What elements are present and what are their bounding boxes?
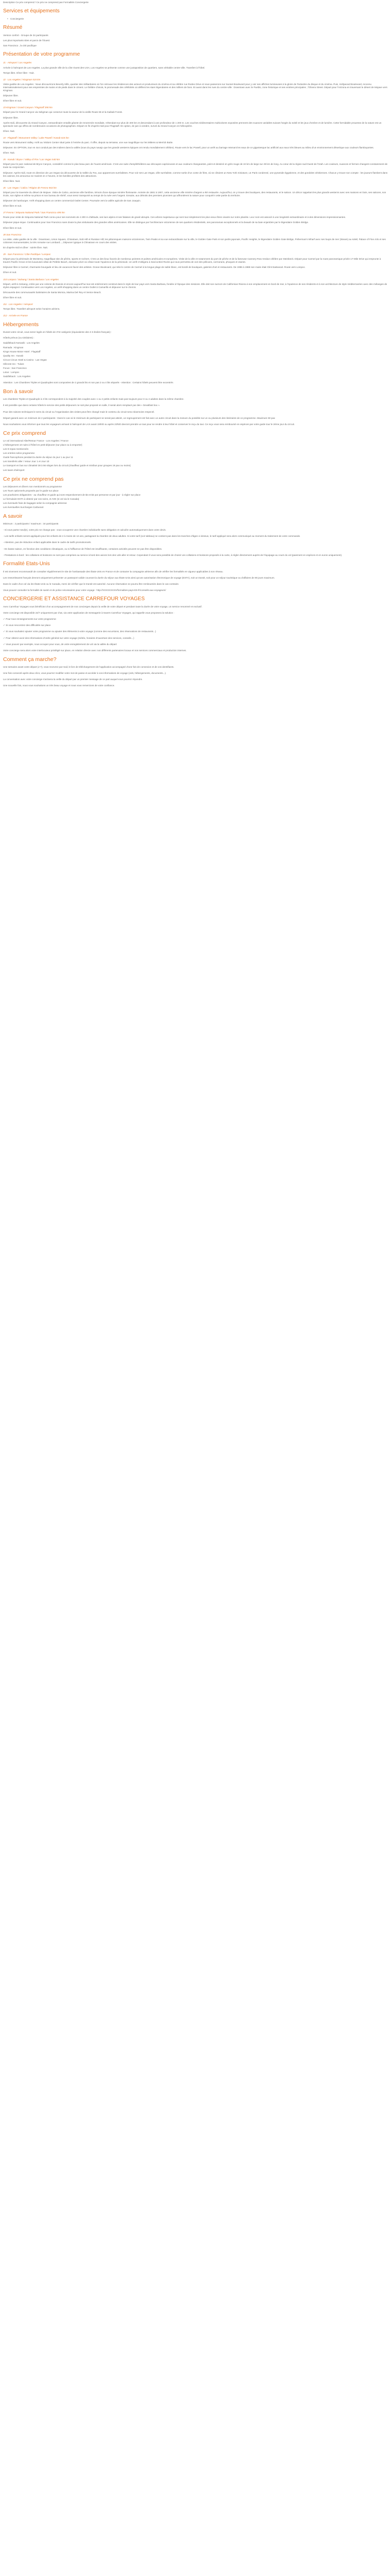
day-paragraph: En d'après-midi et dîner : soirée libre. Nuit. [3, 246, 48, 249]
day-heading: J2 - Los Angeles / Kingman 515 km [3, 78, 41, 81]
day-paragraph: Route vers Monument Valley. Arrêt au Visitors Center situé juste à l'entrée du parc. Il offre, depuis sa terrasse, une vue magnifique sur les Mittens & Merrick Butte. [3, 141, 173, 144]
day-paragraph: Arrivée à l'aéroport de Los Angeles. La plus grande ville de la côte Ouest des USA, Los Angeles se présente comme une juxtaposition de quartiers, sans véritable centre-ville. Transfert à l'hôtel. [3, 66, 205, 69]
day-paragraph: Dîner libre. Nuit. [3, 179, 21, 182]
day-heading: J11 - Los Angeles / Aéroport [3, 302, 33, 306]
programme-title: Présentation de votre programme [3, 52, 80, 58]
day-paragraph: Déjeuner. En OPTION, tour en 4x4 conduit par des Indiens dans la vallée (sous du pays navajo que les grands westerns épiques ont rendu mondialement célèbre). Route vers le lac Powell, pour un arrêt au barrage retenant les eaux de ce gigantesque lac artificiel aux eaux très bleues au milieu d'un environnement désertique aux couleurs flamboyantes. [3, 146, 374, 149]
prix-ne-comprend-item: Les Tours optionnels proposés par le guide sur place [3, 489, 59, 492]
comment-paragraph: Une nouvelle fois, nous vous souhaitons un très beau voyage et nous vous remercions de votre confiance. [3, 684, 115, 687]
conciergerie-paragraph: ✓ Si vous rencontrez des difficultés sur place [3, 624, 51, 627]
resume-title: Résumé [3, 25, 23, 31]
a-savoir-paragraph: - Si vous partez seul(e), votre prix ne change pas : vous occuperez une chambre individuelle sans obligation et calculée automatiquement dans votre devis. [3, 529, 167, 532]
day-heading: J7 Fresno / Séquoïa National Park / San Francisco 495 km [3, 211, 65, 214]
day-paragraph: Dîner libre et nuit. [3, 205, 22, 208]
bon-a-savoir-paragraph: Pour des raisons techniques le sens du circuit ou l'organisation des visites peut être changé mais le contenu du circuit sera néanmoins respecté. [3, 410, 155, 413]
day-paragraph: Dîner libre et nuit. [3, 99, 22, 103]
day-heading: J5 - Kanab / Bryce / Valley of Fire / Las Vegas 540 km [3, 158, 60, 161]
day-heading: J12 - Arrivée en France [3, 314, 28, 317]
day-paragraph: Départ pour le parc national de Bryce Canyon, considéré comme le plus beau parc de l'ouest américain. C'est une suite d'amphithéâtres aux découpes capricieuses et aux couleurs changeantes, peint et dessiné en grès rouge de 24 km de large sur 49 km de long. Au cœur de la région sud-Ouest de l'Utah. Les couleurs, nuances et formes changent constamment de toute sa conjonction. [3, 163, 388, 169]
hotels-list [3, 342, 388, 378]
a-savoir-paragraph: - En basse saison, en fonction des conditions climatiques, ou si l'affluence de l'hôtel est insuffisante, certaines activités peuvent ne pas être disponibles. [3, 547, 162, 550]
hebergements-note: Attention : Les Chambres Triples et Quadruples sont composées de 2 grands lits et non pas 3 ou 4 lits séparés - Attention : Certains hôtels peuvent être excentrés [3, 381, 173, 384]
services-title: Services et équipements [3, 8, 60, 14]
hebergements-intro: Durant votre circuit, vous serez logés en hôtels de 3*et catégorie (équivalente des 2-3 étoiles français) : [3, 331, 112, 334]
prix-comprend-title: Ce prix comprend [3, 430, 46, 436]
prix-ne-comprend-item: Les pourboires obligatoires - au chauffeur et guide qui sont respectivement de $4 et $4 par personne et par jour - à régler sur place [3, 493, 141, 496]
resume-line: Version confort - Groupe de 34 participants [3, 34, 48, 37]
day-paragraph: Dîner. Nuit. [3, 129, 15, 132]
day-paragraph: Déjeuner libre. [3, 116, 19, 119]
day-heading: J3 Kingman / Grand Canyon / Flagstaff 390 km [3, 106, 53, 109]
day-paragraph: Visite guidée de Los Angeles : Nous découvrirons Beverly Hills, quartier des milliardaires où l'on retrouve les résidences des acteurs et producteurs du cinéma et sa célèbre rue Rodeo Drive et nous passerons sur Sunset Boulevard pour y voir ses affiches lumineuses à la gloire de l'industrie du disque et du cinéma. Puis, Hollywood Boulevard, reconnu internationalement pour ses empreintes de mains et de pieds dans le ciment. Le théâtre chinois, le promenade des célébrités où défilent les stars légendaires et des milliers de fans. Et aussi dans les rues du centre-ville : Downtown avec le Pueblo, zone historique et ses entrées principales ; l'Olvera Street. Départ pour l'Arizona en traversant le désert de Mojave vers Kingman. [3, 82, 387, 92]
services-item-label: Conciergerie [10, 18, 24, 21]
day-paragraph: Temps libre. Dîner libre - Nuit. [3, 71, 35, 74]
bullet-icon: • [7, 18, 8, 21]
day-paragraph: La visite, visite guidée de la ville : Downtown, Union Square, Chinatown, Nob Hill et Russian Hill, les pittoresques maisons victoriennes, Twin Peaks et sa vue extraordinaire sur la ville, le Golden Gate Park et son jardin japonais, Pacific Heights, le légendaire Golden Gate Bridge, Fisherman's Wharf avec ses loups de mer (Steam) au soleil, Palace of Fine Arts et ses colonnes monumentales, la très romaine rue Lombard..., Déjeuner typique à Chinatown en cours des visites. [3, 238, 386, 244]
formalites-title: Formalité Etats-Unis [3, 561, 50, 567]
a-savoir-paragraph: - Prestations à bord : les collations et boissons ne sont pas comprises au service à bord des avions lors des vols aller et retour. Cependant il vous sera possible de choisir vos collations et boissons proposés à la carte, à régler directement auprès de l'équipage au cours du vol (paiement en espèces et en euros uniquement). [3, 553, 343, 556]
bon-a-savoir-paragraph: Départ garanti avec un minimum de 2 participants : Dans le cas où le minimum de participant ne serait pas atteint, un regroupement est fait avec un autre circuit dans la mesure du possible sur un ou plusieurs des itinéraires de ce programme. Maximum 50 pax [3, 416, 275, 419]
a-savoir-paragraph: - Attention, pas de réduction enfant applicable dans le cadre de tarifs promotionnels. [3, 541, 92, 544]
comment-paragraph: Une semaine avant votre départ (J-7), vous recevrez par mail, le lien de téléchargement de l'application accompagné d'une fois de connexion et de vos identifiants. [3, 665, 174, 668]
day-paragraph: Route pour visite de Séquoïa National Park connu pour ses sommets de 4 200 m d'altitude, ses lacs alpins et ses falaises de granit abrupts. Ces arbres majestueux qui sont tout simplement les plus vieux êtres vivants sur notre planète. Leur nom est associé à une longévité extraordinaire et à des dimensions impressionnantes. [3, 216, 346, 219]
day-paragraph: Découverte des communautés balnéaires de Santa Monica, Marina Del Rey et Venice Beach. [3, 291, 102, 294]
conciergerie-paragraph: ✓ Pour tous renseignements sur votre programme [3, 618, 56, 621]
resume-line: San Francisco , la cité pacifique [3, 44, 37, 47]
prix-ne-comprend-title: Ce prix ne comprend pas [3, 476, 64, 482]
prix-comprend-item: L'hébergement 10 nuits à l'hôtel en petit-déjeuner (sur place ou à emporter) [3, 443, 83, 446]
day-paragraph: Dîner libre et nuit. [3, 296, 22, 299]
hotel-item: Hillcrest Inn : Tulare [3, 362, 24, 365]
conciergerie-paragraph: Votre concierge sera alors votre interlocuteur privilégié sur place, en relation directe avec nos différents partenaires locaux et nos services commerciaux et production internes. [3, 649, 187, 652]
conciergerie-paragraph: ✓ Si vous souhaitez ajouter votre programme ou ajouter des éléments à votre voyage (comme des excursions, des réservations de restaurants...) [3, 630, 156, 633]
hotel-item: Focus : San Francisco [3, 367, 27, 369]
bon-a-savoir-body [3, 398, 388, 426]
day-paragraph: Après-midi, découverte du Grand Canyon, extraordinaire entaille géante de renommée mondiale, s'étendant sur plus de 400 km et descendant à une profondeur de 1 200 m. Les couches sédimentaires multicolores exposées prennent des nuances variables suivant l'angle du soleil et les jeux d'ombre et de lumière. Cette formidable prouesse de la nature est un spectacle rare qui offrira de nombreuses occasions de photographies. Départ en fin d'après-midi pour Flagstaff. En option, de juin à octobre, survol du Grand Canyon en hélicoptère. [3, 121, 382, 127]
hotel-item: Saddleback Norwalk : Los Angeles [3, 342, 40, 345]
hotels-label: Hôtels prévus (ou similaires) : [3, 336, 35, 340]
prix-comprend-item: Les entrées selon programme [3, 452, 35, 455]
comment-paragraph: La conversation avec votre concierge s'activera la veille du départ par un premier message de ce part auquel vous pourrez répondre. [3, 678, 143, 681]
formalites-paragraph: Vous pouvez consulter la formalité de santé et de police nécessaires pour votre voyage : http://XXXXXXXXX/formalites-pays-ES-fr/conseils-aux-voyageurs/ [3, 589, 166, 591]
conciergerie-paragraph: Votre concierge est disponible 24/7 uniquement par chat, via votre application de messagerie à travers Carrefour Voyages, qui rappelle vous proposera la solution : [3, 612, 174, 615]
hotel-item: Ramada : Kingman [3, 346, 24, 349]
prix-ne-comprend-item: Les éventuelles Surcharges Carburant [3, 506, 44, 509]
prix-ne-comprend-item: Le formulaire ESTA à obtenir par vos soins, et AVE (si vol via le Canada) [3, 497, 79, 500]
hotel-item: Quality Inn : Kanab [3, 354, 24, 357]
conciergerie-title: CONCIERGERIE ET ASSISTANCE CARREFOUR VOYAGES [3, 596, 145, 602]
hotel-item: Circus Circus Hotel & Casino : Las Vegas [3, 358, 47, 361]
conciergerie-paragraph: ✓ Vous pouvez par exemple, nous occuper pour vous, de votre enregistrement de vol via la vallée du départ [3, 642, 117, 646]
day-paragraph: Déjeuner libre. [3, 94, 19, 97]
day-paragraph: Dîner. Nuit. [3, 151, 15, 155]
comment-title: Comment ça marche? [3, 656, 57, 663]
day-paragraph: Déjeuner pique-nique. Continuation pour San Francisco sans doute la plus séduisante des grandes villes américaines. Elle se distingue par l'architecture victorienne de ses quartiers résidentiels, ses panoramas exceptionnels et la beauté de sa baie enjambée par le légendaire Golden Bridge. [3, 221, 309, 224]
bon-a-savoir-title: Bon à savoir [3, 388, 34, 395]
formalites-paragraph: Dans le cadre d'un vol via les États-Unis ou le Canada, merci de vérifier que le transit est autorisé. Aucune réservation ne pourra être remboursée dans le cas contraire. [3, 582, 180, 585]
day-paragraph: Déjeuner libre à Carmel, charmante bourgade et lieu de vacances favori des artistes. Ocean Boulevard, qui relie le centre de Carmel à la longue plage de sable blanc, est bordé de boutiques, galeries d'art et restaurants. De 1986 à 1988 son maire était Clint Eastwood. Route vers Lompoc. [3, 266, 306, 269]
formalites-body [3, 570, 388, 592]
resume-line: Les plus importants sites et parcs de l'Ouest [3, 39, 50, 42]
prix-ne-comprend-list [3, 485, 388, 510]
top-tabs-line: Description Ce prix comprend / Ce prix ne comprend pas Formalités Conciergerie [3, 1, 89, 4]
prix-comprend-list [3, 439, 388, 472]
prix-ne-comprend-item: Les Déjeuners et dîners non mentionnés au programme [3, 485, 62, 488]
hotel-item: Kings House Motor Hotel : Flagstaff [3, 350, 41, 353]
prix-comprend-item: Les transferts aller / retour Jour 1 et Jour 10 [3, 460, 50, 463]
bon-a-savoir-paragraph: Nous souhaitons vous informer que tous les voyageurs arrivant à l'aéroport de LAX avant 15h00 ou après 22h00 devront prendre un taxi pour se rendre à leur hôtel et conserver le reçu du taxi. Ce reçu vous sera remboursé en espèces par votre guide tour le 2ème jour du circuit. [3, 422, 295, 426]
day-paragraph: Déjeuner. Après-midi, route en direction de Las Vegas via découverte de la Vallée du Feu, aux apparences surréalistes. Pour voir ses Las Vegas, ville surréaliste, comme sortie d'un conte de fées, où se côtoient un New York miniature, un Paris condensé, une pyramide égyptienne, et des gondoles vénitiennes. Chacun y trouve son compte : les joueurs flambent dans les casinos, les amoureux se marient en 2 heures, et les familles profitent des attractions. [3, 171, 388, 177]
conciergerie-paragraph: Avec Carrefour Voyages vous bénéficiez d'un accompagnement de nos concierges depuis la veille de votre départ et pendant toute la durée de votre voyage, un service renommé et exclusif. [3, 605, 202, 608]
day-heading: J1 - Aéroport / Los Angeles [3, 61, 32, 64]
day-heading: J4 - Flagstaff / Monument Valley / Lake Powell / Kanab 615 km [3, 136, 69, 139]
day-heading: J6 - Las Vegas / Calico / Région de Fresno 563 km [3, 186, 57, 189]
day-paragraph: Dîner libre et nuit. [3, 226, 22, 229]
day-paragraph: Départ, arrêt à Solvang, créée par une colonie de Danois et encore aujourd'hui tout est entièrement construit dans le style de leur pays vers Santa Barbara, fondée à l'époque des missions. Elle doit son surnom de Californian Riviera à son emplacement en bord de mer, à l'opulence de ses résidents et à son architecture de style méditerranéen avec des mélanges de styles espagnol. Continuation vers Los Angeles, un arrêt shopping dans un centre Outlet à Camarillo et déjeuner sur le chemin. [3, 282, 387, 289]
a-savoir-title: A savoir [3, 513, 23, 520]
day-heading: J8 San Francisco [3, 233, 22, 236]
day-paragraph: Départ pour le Grand Canyon via Seligman qui conserve toute la saveur de la vieille Route 66 et la Kaibab Forest. [3, 111, 123, 114]
prix-comprend-item: Les taxes d'aéroport [3, 468, 25, 471]
day-heading: J9 - San Francisco / Côte Pacifique / Lompoc [3, 253, 51, 256]
prix-comprend-item: Les 9 repas mentionnés [3, 448, 29, 451]
day-paragraph: Dîner et nuit. [3, 271, 17, 274]
day-paragraph: Déjeuner de hamburger. Arrêt shopping dans un centre commercial Outlet Center. Poursuite vers la vallée agricole de San Joaquin. [3, 199, 141, 202]
a-savoir-body [3, 522, 388, 557]
formalites-paragraph: Il est vivement recommandé de consulter régulièrement le site de l'ambassade des États-Unis en France et de contacter la compagnie aérienne afin de vérifier les formalités en vigueur applicables à son réseau. [3, 570, 223, 573]
comment-paragraph: Une fois connecté après deux clics, vous pourrez modifier votre mot de passe et accéder à vos informations de voyage (vols, hébergements, documents...). [3, 671, 167, 674]
prix-comprend-item: Le transport en bus sur climatisé 38 à 56 sièges lors du circuit (chauffeur guide et minibus pour groupes 19 pax ou moins) [3, 464, 131, 467]
conciergerie-paragraph: ✓ Pour obtenir avoir des informations d'ordre général sur votre voyage (météo, horaires d'ouverture des services, conseils...) [3, 636, 134, 639]
hotel-item: Lotus : Lompoc [3, 371, 20, 374]
bon-a-savoir-paragraph: Il est possible que dans certains hôtels le service des petits déjeuners ne soit plus proposé en salle, il serait alors remplacé par des « breakfast box ». [3, 404, 160, 407]
prix-ne-comprend-item: Les éventuels frais de bagages selon la compagnie aérienne [3, 501, 67, 504]
hotel-item: Saddleback : Los Angeles [3, 375, 30, 378]
a-savoir-paragraph: - Les tarifs enfants seront appliqués pour les enfants de 2 à moins de 12 ans, partageant la chambre de deux adultes. Si votre tarif (voir tableau) ne contient pas dans les tranches d'âges ci-dessus, le tarif appliqué sera alors communiqué au moment du traitement de votre commande. [3, 535, 301, 538]
prix-comprend-item: Le vol international Aller/Retour France - Los Angeles / France [3, 439, 69, 442]
day-heading: J10 Lompoc / Solvang / Santa Barbara / Los Angeles [3, 278, 59, 281]
day-paragraph: Temps libre. Transfert aéroport selon horaires aériens. [3, 308, 60, 311]
comment-body [3, 666, 388, 687]
programme-days [3, 61, 388, 317]
a-savoir-paragraph: Minimum : 2 participants / maximum : 34 participants [3, 522, 59, 526]
conciergerie-body [3, 605, 388, 652]
services-item [7, 18, 388, 21]
bon-a-savoir-paragraph: Les chambres Triples et Quadruple à 2 lits correspondent à la majorité des couples avec 1 ou 2 petits enfants mais pas toujours pour 3 ou 4 adultes dans la même chambre. [3, 398, 184, 401]
day-paragraph: Départ pour la péninsule de Monterey, magnifique site de pêche, sports et rochers. C'est un des lieux favoris de nombreux peintres et poètes américains et européens. Visite de la ville et notamment du port de pêche et de la fameuse Cannery Row rendue célèbre par Steinbeck. Départ pour Carmel par la route panoramique privée 17-Mile Drive qui emprunte à travers Pacific Grove et les luxueuses villas de Pebble Beach, domaine privé où côtoie toute l'opulence de la péninsule. Un arrêt s'obligera à Seal & Bird Rocks qui nous permettra de voir des pélicans, cormorans, phoques et otaries. [3, 258, 381, 264]
hebergements-title: Hébergements [3, 321, 39, 328]
prix-comprend-item: Guide francophone pendant la durée du séjour du jour 1 au jour 11 [3, 456, 73, 459]
day-paragraph: Départ pour la traversée du désert de Mojave. Visite de Calico, ancienne ville fantôme, témoin d'une époque minière florissante. Animée de 1881 à 1907, cette ancienne ville minière d'argent a été restaurée. Aujourd'hui, on y trouve des boutiques, des restaurants, et le saloon. Un décor rappelant les plus grands westerns avec ses maisons en bois, ses saloons, son école, son église et même sa prison et son bureau de shérif, vous serez transporté au temps de la ruée vers l'argent. Ensuite, aux détroits des premiers pionniers qui affrontèrent la nature pour conquérir cette partie du territoire. [3, 191, 386, 197]
page [0, 0, 391, 694]
formalites-paragraph: Les ressortissants français devront uniquement présenter un passeport valide couvrant la durée du séjour aux États-Unis ainsi qu'une autorisation électronique de voyage (ESTA), soit un transit, soit pour un séjour touristique ou d'affaires de 90 jours maximum. [3, 576, 275, 579]
